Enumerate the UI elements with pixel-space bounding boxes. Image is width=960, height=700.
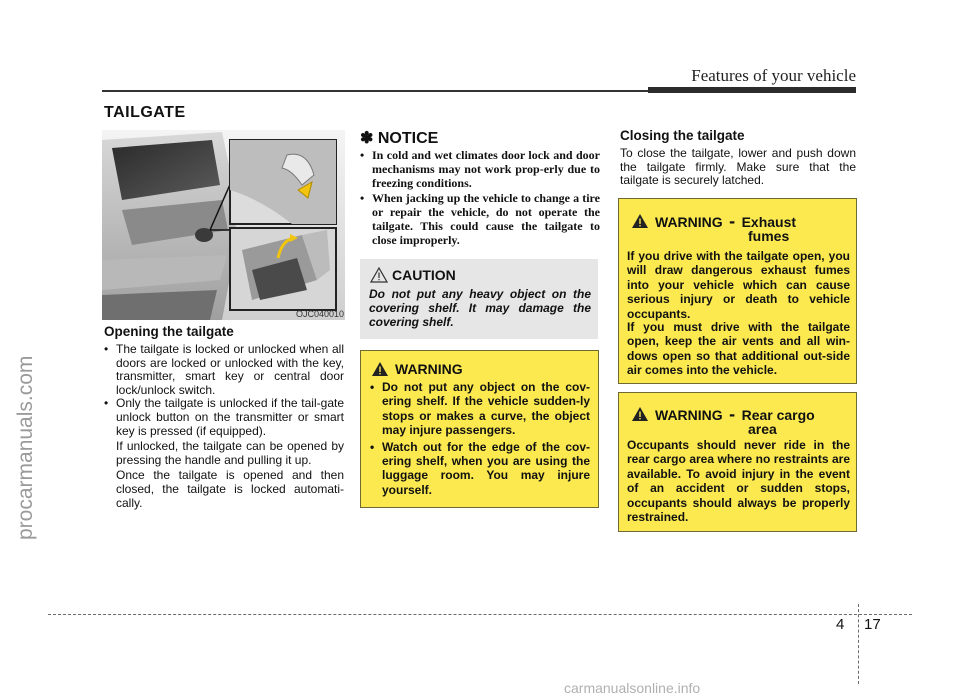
warning-cargo-dash: - [729,404,736,424]
warning-shelf-box [360,350,599,508]
page-number: 17 [864,616,881,633]
side-watermark-text: procarmanuals.com [14,355,37,540]
closing-text: To close the tailgate, lower and push down the tailgate firmly. Make sure that the tailgate is securely latched. [620,146,856,188]
running-header: Features of your vehicle [691,66,856,85]
warning-cargo-text: Occupants should never ride in the rear cargo area where no restraints are available. To avoid injury in the event of an accident or sudden stops, occupants should always be properly restrained. [627,438,850,525]
warning-exhaust-subject-2: fumes [748,228,790,244]
warning-cargo-subject-2: area [748,421,777,437]
header-bar [648,87,856,93]
list-item: • When jacking up the vehicle to change a tire or repair the vehicle, do not operate the tailgate. This could cause the tailgate to close improperly. [360,191,600,248]
footer-rule [48,614,912,615]
tailgate-illustration [102,130,345,320]
warning-exhaust-para-2: If you must drive with the tailgate open, keep the air vents and all win-dows open so that additional out-side air comes into the vehicle. [627,320,850,378]
list-item: • In cold and wet climates door lock and door mechanisms may not work prop-erly due to freezing conditions. [360,148,600,191]
warning-shelf-title: WARNING [395,361,463,377]
tailgate-photo [102,130,345,320]
warning-exhaust-para-1: If you drive with the tailgate open, you will draw dangerous exhaust fumes into your vehicle which can cause serious injury or death to vehicle occupants. [627,249,850,321]
warning-triangle-icon [631,213,649,229]
closing-heading: Closing the tailgate [620,128,745,143]
bottom-watermark: carmanualsonline.info [564,680,701,696]
warning-exhaust-dash: - [729,211,736,231]
side-watermark [6,70,42,630]
warning-exhaust-subject: Exhaust [741,214,797,230]
opening-para-2: Once the tailgate is opened and then closed, the tailgate is locked automati-cally. [116,468,344,510]
warning-shelf-list [370,380,590,497]
warning-shelf-header [371,361,463,377]
caution-box [360,259,598,339]
notice-title: ✽ NOTICE [360,130,439,147]
opening-para-1: If unlocked, the tailgate can be opened by pressing the handle and pulling it up. [116,439,344,467]
notice-list [360,148,600,247]
chapter-number: 4 [836,616,845,633]
figure-code: OJC040010 [296,309,345,319]
section-title: TAILGATE [104,104,186,121]
page-number-separator [858,604,859,684]
closing-section [620,128,856,188]
caution-triangle-icon [370,267,388,283]
caution-header [370,267,456,283]
list-item: • Watch out for the edge of the cov-ering shelf, when you are using the luggage room. You may injure yourself. [370,440,590,498]
opening-section [104,324,344,510]
opening-list [104,343,344,438]
warning-cargo-subject: Rear cargo [741,407,815,423]
caution-title: CAUTION [392,267,456,283]
warning-triangle-icon [631,406,649,422]
list-item: • The tailgate is locked or unlocked when all doors are locked or unlocked with the key, transmitter, smart key or central door lock/unlock switch. [104,343,344,397]
list-item: • Do not put any object on the cov-ering shelf. If the vehicle sudden-ly stops or makes a curve, the object may injure passengers. [370,380,590,438]
warning-exhaust-label: WARNING [655,214,723,230]
warning-exhaust-box [618,198,857,384]
warning-triangle-icon [371,361,389,377]
caution-text: Do not put any heavy object on the covering shelf. It may damage the covering shelf. [369,287,591,329]
warning-cargo-title-line [655,404,815,425]
opening-heading: Opening the tailgate [104,324,234,339]
warning-cargo-label: WARNING [655,407,723,423]
list-item: • Only the tailgate is unlocked if the tail-gate unlock button on the transmitter or smart key is pressed (if equipped). [104,397,344,438]
warning-cargo-box [618,392,857,532]
